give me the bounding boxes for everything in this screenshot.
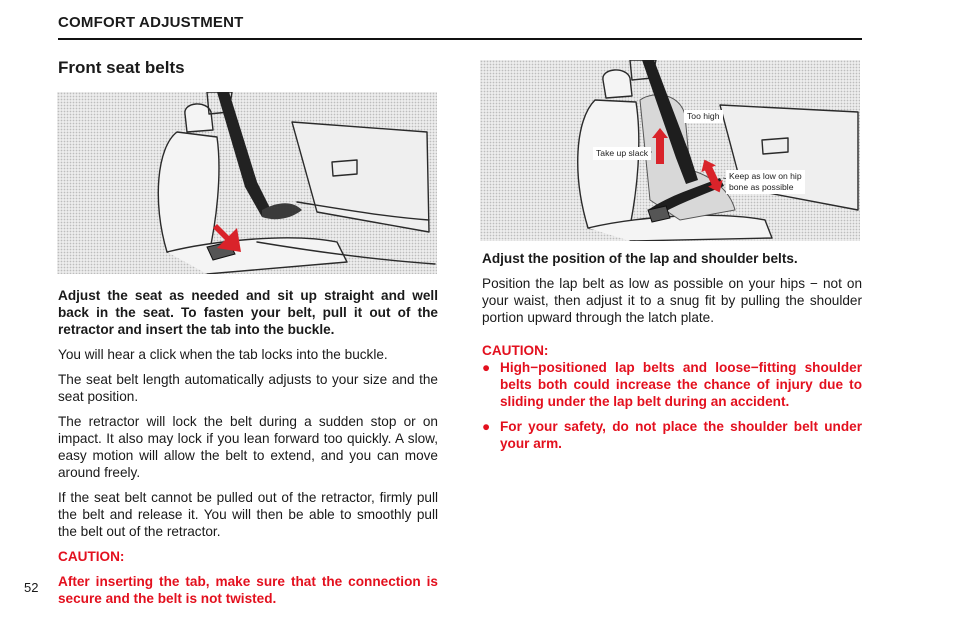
callout-keep-low-line2: bone as possible	[729, 182, 794, 192]
caution-item-text: For your safety, do not place the shoulder belt under your arm.	[500, 419, 862, 451]
paragraph-pull-release: If the seat belt cannot be pulled out of the retractor, firmly pull the belt and release it. You will then be able to smoothly pull the belt out of the retractor.	[58, 490, 438, 539]
belt-position-drawing	[480, 60, 860, 241]
callout-keep-low	[726, 170, 805, 194]
caution-item-text: High−positioned lap belts and loose−fitting shoulder belts both could increase the chance of injury due to sliding under the lap belt during an accident.	[500, 360, 862, 409]
header-title: COMFORT ADJUSTMENT	[58, 14, 244, 31]
seat-belt-fastening-drawing	[57, 92, 437, 274]
page-number: 52	[24, 580, 39, 595]
belt-position-illustration	[480, 60, 860, 241]
paragraph-retractor-lock: The retractor will lock the belt during a sudden stop or on impact. It also may lock if you lean forward too quickly. A slow, easy motion will allow the belt to extend, and you can move around freely.	[58, 414, 438, 480]
paragraph-auto-adjust: The seat belt length automatically adjusts to your size and the seat position.	[58, 372, 438, 404]
paragraph-lap-belt: Position the lap belt as low as possible on your hips − not on your waist, then adjust it to a snug fit by pulling the shoulder portion upward through the latch plate.	[482, 276, 862, 325]
bullet-icon: ●	[482, 419, 491, 434]
seat-belt-fastening-illustration	[57, 92, 437, 274]
callout-keep-low-line1: Keep as low on hip	[729, 171, 802, 181]
right-column	[482, 250, 862, 460]
callout-too-high: Too high	[684, 110, 723, 123]
caution-list	[482, 359, 862, 452]
fastening-instruction: Adjust the seat as needed and sit up straight and well back in the seat. To fasten your belt, pull it out of the retractor and insert the tab into the buckle.	[58, 288, 438, 337]
bullet-icon: ●	[482, 360, 491, 375]
paragraph-click: You will hear a click when the tab locks into the buckle.	[58, 347, 388, 362]
list-item	[482, 359, 862, 410]
caution-label-right: CAUTION:	[482, 343, 549, 358]
header-rule	[58, 38, 862, 40]
caution-text-left: After inserting the tab, make sure that the connection is secure and the belt is not twisted.	[58, 574, 438, 606]
callout-take-up-slack: Take up slack	[593, 147, 651, 160]
list-item	[482, 418, 862, 452]
left-column	[58, 287, 438, 615]
section-title: Front seat belts	[58, 58, 185, 77]
caution-label-left: CAUTION:	[58, 549, 125, 564]
belt-position-heading: Adjust the position of the lap and shoulder belts.	[482, 251, 798, 266]
